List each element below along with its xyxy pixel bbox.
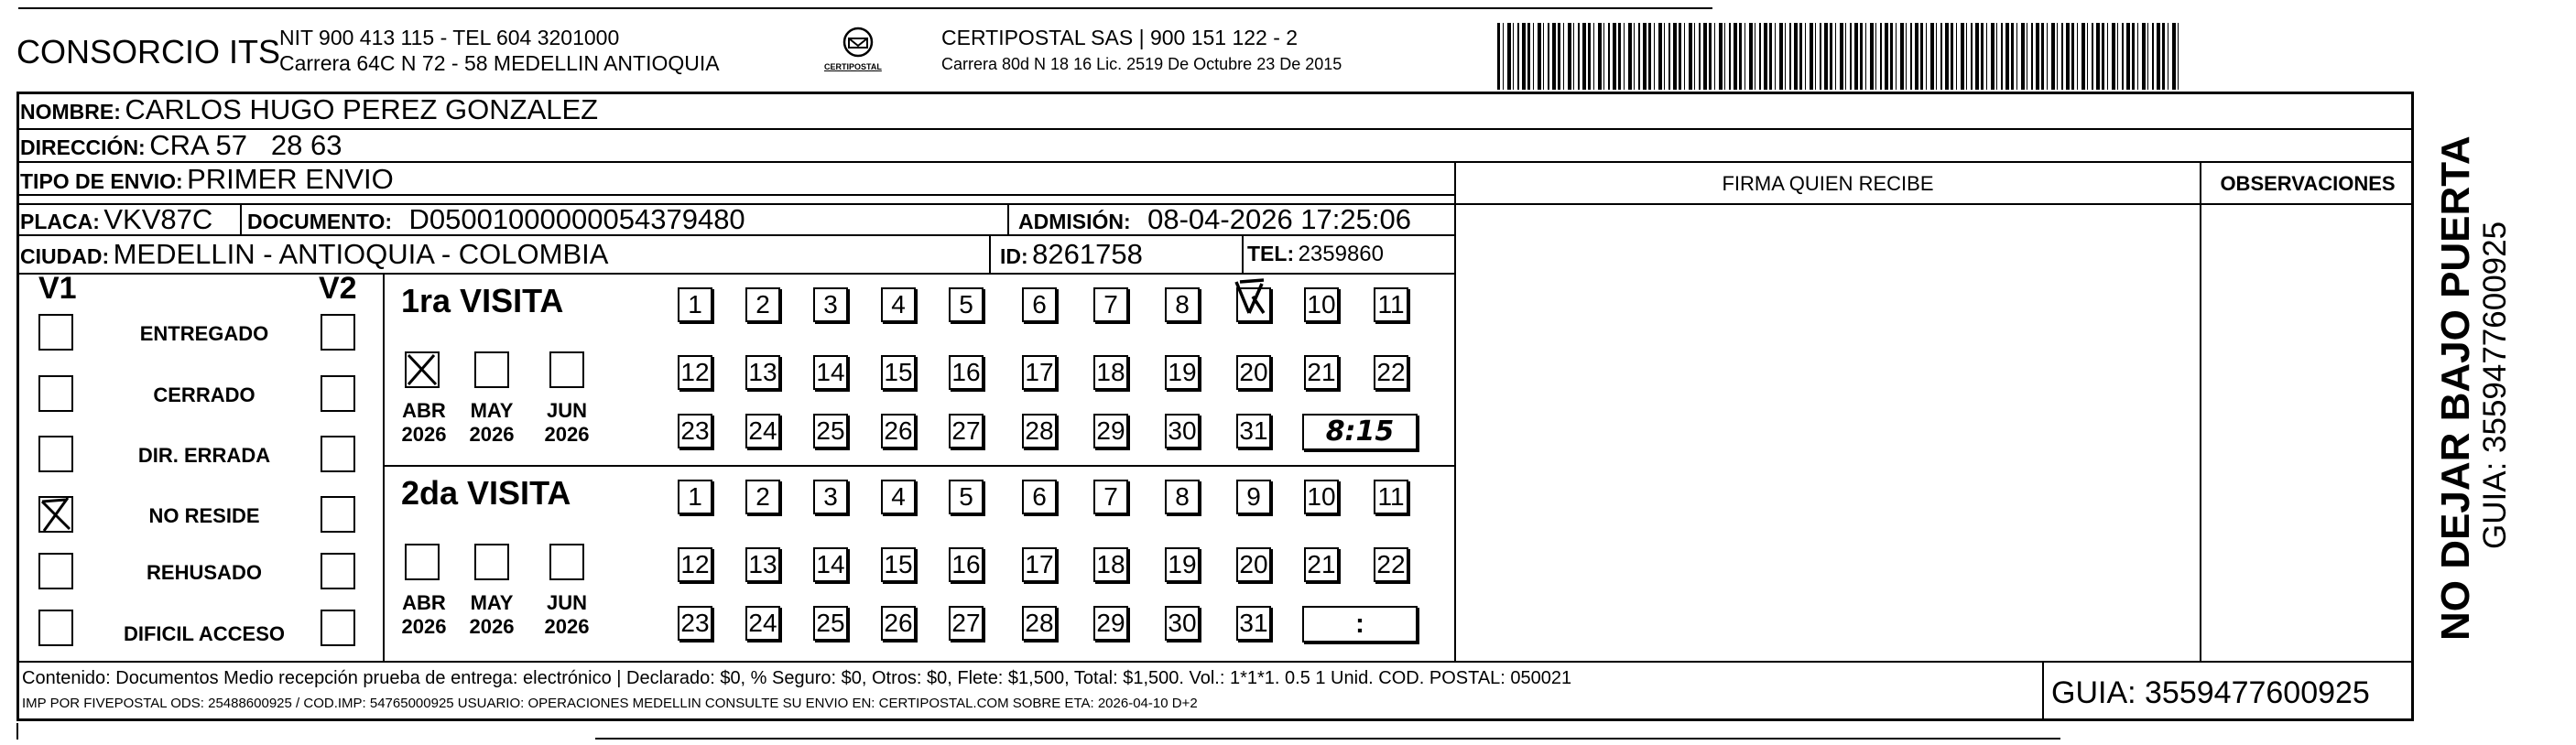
month-label (392, 399, 456, 447)
visit1-day-21[interactable]: 21 (1304, 355, 1339, 390)
month-label (460, 399, 524, 447)
side-warning (2434, 135, 2513, 641)
nombre-row (20, 93, 598, 126)
visit1-day-14[interactable]: 14 (813, 355, 848, 390)
visit2-day-20[interactable]: 20 (1236, 547, 1271, 582)
visit2-time: : (1355, 609, 1364, 639)
visit1-title: 1ra VISITA (401, 282, 564, 319)
visit2-day-18[interactable]: 18 (1093, 547, 1128, 582)
visit1-day-22[interactable]: 22 (1374, 355, 1408, 390)
admision-label: ADMISIÓN: (1018, 210, 1131, 233)
visit1-day-30[interactable]: 30 (1165, 414, 1200, 448)
v2-checkbox-dificil-acceso[interactable] (321, 610, 355, 646)
visit2-day-4[interactable]: 4 (881, 480, 916, 514)
month-name: ABR (402, 591, 446, 614)
check-mark-icon (405, 351, 440, 388)
tel-value: 2359860 (1298, 242, 1384, 266)
month-label (535, 591, 599, 639)
visit2-day-6[interactable]: 6 (1022, 480, 1057, 514)
tipo-value: PRIMER ENVIO (187, 163, 394, 195)
tel-cell (1247, 242, 1384, 267)
visit2-day-10[interactable]: 10 (1304, 480, 1339, 514)
visit2-month-checkbox-abr[interactable] (405, 544, 440, 580)
col-divider (1242, 234, 1244, 273)
visit1-day-mark-icon (1231, 276, 1267, 317)
visit1-day-31[interactable]: 31 (1236, 414, 1271, 448)
month-year: 2026 (544, 615, 590, 638)
v2-checkbox-entregado[interactable] (321, 314, 355, 351)
month-name: MAY (470, 591, 514, 614)
visit2-month-checkbox-may[interactable] (474, 544, 509, 580)
footer-divider (2042, 661, 2044, 721)
visit1-day-1[interactable]: 1 (678, 287, 712, 322)
visit1-day-16[interactable]: 16 (949, 355, 984, 390)
id-cell (1000, 238, 1143, 271)
visit1-day-23[interactable]: 23 (678, 414, 712, 448)
row-divider (16, 273, 1454, 275)
visit2-day-25[interactable]: 25 (813, 606, 848, 641)
visit2-day-9[interactable]: 9 (1236, 480, 1271, 514)
month-name: ABR (402, 399, 446, 422)
logo-wordmark: CERTIPOSTAL (824, 62, 882, 71)
month-label (460, 591, 524, 639)
status-label: NO RESIDE (148, 504, 260, 527)
col-divider (383, 273, 385, 661)
col-divider (240, 203, 242, 234)
col-divider (989, 234, 991, 273)
month-year: 2026 (544, 423, 590, 446)
carrier-name: CERTIPOSTAL SAS | 900 151 122 - 2 (941, 26, 1299, 49)
visit1-time: 8:15 (1325, 416, 1395, 448)
barcode (1497, 23, 2179, 90)
visit2-day-13[interactable]: 13 (745, 547, 780, 582)
visit2-day-7[interactable]: 7 (1093, 480, 1128, 514)
visit2-day-3[interactable]: 3 (813, 480, 848, 514)
v2-checkbox-no-reside[interactable] (321, 496, 355, 533)
visit1-day-25[interactable]: 25 (813, 414, 848, 448)
visit1-day-6[interactable]: 6 (1022, 287, 1057, 322)
nombre-label: NOMBRE: (20, 100, 121, 124)
bottom-rule (595, 738, 2060, 740)
visit1-day-19[interactable]: 19 (1165, 355, 1200, 390)
top-rule (18, 7, 1712, 9)
visit2-day-17[interactable]: 17 (1022, 547, 1057, 582)
direccion-label: DIRECCIÓN: (20, 135, 146, 159)
month-year: 2026 (401, 423, 447, 446)
visit1-day-13[interactable]: 13 (745, 355, 780, 390)
visit1-day-5[interactable]: 5 (949, 287, 984, 322)
visit2-day-22[interactable]: 22 (1374, 547, 1408, 582)
visit1-day-12[interactable]: 12 (678, 355, 712, 390)
visit2-day-14[interactable]: 14 (813, 547, 848, 582)
v1-checkbox-dir-errada[interactable] (38, 436, 73, 472)
status-label: CERRADO (153, 383, 255, 406)
v1-checkbox-no-reside[interactable] (38, 496, 73, 533)
direccion-row (20, 129, 342, 162)
id-label: ID: (1000, 244, 1028, 268)
visit1-day-26[interactable]: 26 (881, 414, 916, 448)
v1-checkbox-dificil-acceso[interactable] (38, 610, 73, 646)
col-divider (2200, 161, 2201, 661)
visit2-month-checkbox-jun[interactable] (549, 544, 584, 580)
observaciones-label: OBSERVACIONES (2220, 172, 2396, 195)
placa-cell (20, 203, 212, 236)
visit2-day-5[interactable]: 5 (949, 480, 984, 514)
visit2-day-28[interactable]: 28 (1022, 606, 1057, 641)
month-name: MAY (470, 399, 514, 422)
visit2-day-16[interactable]: 16 (949, 547, 984, 582)
visit2-day-24[interactable]: 24 (745, 606, 780, 641)
footer-print-line: IMP POR FIVEPOSTAL ODS: 25488600925 / COD.IMP: 54765000925 USUARIO: OPERACIONES MEDELLIN CONSULTE SU ENVIO EN: CERTIPOSTAL.COM SOBRE ETA: 2026-04-10 D+2 (22, 696, 1198, 711)
visit2-title: 2da VISITA (401, 474, 571, 512)
documento-value: D05001000000054379480 (408, 203, 745, 235)
visit2-day-30[interactable]: 30 (1165, 606, 1200, 641)
visit1-day-17[interactable]: 17 (1022, 355, 1057, 390)
side-warning-text: NO DEJAR BAJO PUERTA (2433, 135, 2478, 641)
direccion-value: CRA 57 28 63 (149, 129, 342, 161)
visit1-month-checkbox-jun[interactable] (549, 351, 584, 388)
visit1-day-7[interactable]: 7 (1093, 287, 1128, 322)
check-mark-icon (38, 496, 73, 533)
admision-cell (1018, 203, 1411, 236)
visit1-day-18[interactable]: 18 (1093, 355, 1128, 390)
ciudad-label: CIUDAD: (20, 244, 110, 268)
visit2-day-8[interactable]: 8 (1165, 480, 1200, 514)
status-label: ENTREGADO (139, 322, 269, 345)
visit1-day-3[interactable]: 3 (813, 287, 848, 322)
ciudad-cell (20, 238, 608, 271)
col-divider (1454, 161, 1456, 661)
row-divider (16, 661, 2414, 663)
v1-checkbox-rehusado[interactable] (38, 553, 73, 589)
company-address: Carrera 64C N 72 - 58 MEDELLIN ANTIOQUIA (279, 51, 720, 75)
visit2-day-31[interactable]: 31 (1236, 606, 1271, 641)
firma-label: FIRMA QUIEN RECIBE (1722, 172, 1934, 195)
v1-checkbox-entregado[interactable] (38, 314, 73, 351)
side-guia-text: GUIA: 3559477600925 (2477, 221, 2513, 549)
certipostal-logo (817, 26, 899, 81)
visit2-day-27[interactable]: 27 (949, 606, 984, 641)
month-name: JUN (546, 399, 587, 422)
id-value: 8261758 (1032, 238, 1143, 270)
visit1-day-10[interactable]: 10 (1304, 287, 1339, 322)
v1-checkbox-cerrado[interactable] (38, 375, 73, 412)
visit2-day-19[interactable]: 19 (1165, 547, 1200, 582)
v2-checkbox-dir-errada[interactable] (321, 436, 355, 472)
tipo-row (20, 163, 394, 196)
status-label: REHUSADO (147, 561, 262, 584)
visit-divider (383, 465, 1454, 467)
visit2-day-29[interactable]: 29 (1093, 606, 1128, 641)
documento-cell (247, 203, 745, 236)
certipostal-logo-icon (817, 26, 899, 81)
col-divider (1007, 203, 1009, 234)
visit1-time-box[interactable] (1302, 414, 1418, 450)
footer-guia: GUIA: 3559477600925 (2051, 675, 2370, 710)
placa-label: PLACA: (20, 210, 100, 233)
visit1-day-29[interactable]: 29 (1093, 414, 1128, 448)
visit2-day-23[interactable]: 23 (678, 606, 712, 641)
documento-label: DOCUMENTO: (247, 210, 393, 233)
month-label (535, 399, 599, 447)
visit1-day-2[interactable]: 2 (745, 287, 780, 322)
visit1-day-15[interactable]: 15 (881, 355, 916, 390)
month-label (392, 591, 456, 639)
status-label: DIR. ERRADA (137, 444, 271, 467)
month-name: JUN (546, 591, 587, 614)
bottom-tick (16, 723, 18, 740)
ciudad-value: MEDELLIN - ANTIOQUIA - COLOMBIA (113, 238, 609, 270)
visit1-day-4[interactable]: 4 (881, 287, 916, 322)
v2-checkbox-cerrado[interactable] (321, 375, 355, 412)
visit2-day-11[interactable]: 11 (1374, 480, 1408, 514)
visit1-day-20[interactable]: 20 (1236, 355, 1271, 390)
month-year: 2026 (469, 615, 515, 638)
admision-value: 08-04-2026 17:25:06 (1147, 203, 1411, 235)
company-name: CONSORCIO ITS (16, 33, 281, 70)
visit2-day-15[interactable]: 15 (881, 547, 916, 582)
visit2-day-12[interactable]: 12 (678, 547, 712, 582)
visit1-day-27[interactable]: 27 (949, 414, 984, 448)
visit2-day-26[interactable]: 26 (881, 606, 916, 641)
visit2-day-21[interactable]: 21 (1304, 547, 1339, 582)
company-nit: NIT 900 413 115 - TEL 604 3201000 (279, 26, 620, 49)
nombre-value: CARLOS HUGO PEREZ GONZALEZ (125, 93, 599, 125)
v2-checkbox-rehusado[interactable] (321, 553, 355, 589)
tel-label: TEL: (1247, 242, 1295, 265)
visit2-time-box[interactable] (1302, 606, 1418, 642)
tipo-label: TIPO DE ENVIO: (20, 169, 183, 193)
month-year: 2026 (401, 615, 447, 638)
carrier-address: Carrera 80d N 18 16 Lic. 2519 De Octubre 23 De 2015 (941, 55, 1342, 73)
v1-header: V1 (38, 271, 77, 306)
status-label: DIFICIL ACCESO (123, 622, 285, 645)
visit2-day-2[interactable]: 2 (745, 480, 780, 514)
row-divider (16, 128, 2414, 130)
footer-content-line: Contenido: Documentos Medio recepción prueba de entrega: electrónico | Declarado: $0, % Seguro: $0, Otros: $0, Flete: $1,500, Total: $1,500. Vol.: 1*1*1. 0.5 1 Unid. COD. POSTAL: 050021 (22, 668, 1572, 688)
visit1-day-24[interactable]: 24 (745, 414, 780, 448)
month-year: 2026 (469, 423, 515, 446)
placa-value: VKV87C (103, 203, 213, 235)
visit1-day-8[interactable]: 8 (1165, 287, 1200, 322)
visit1-month-checkbox-may[interactable] (474, 351, 509, 388)
v2-header: V2 (319, 271, 357, 306)
visit1-month-checkbox-abr[interactable] (405, 351, 440, 388)
visit2-day-1[interactable]: 1 (678, 480, 712, 514)
visit1-day-28[interactable]: 28 (1022, 414, 1057, 448)
visit1-day-11[interactable]: 11 (1374, 287, 1408, 322)
